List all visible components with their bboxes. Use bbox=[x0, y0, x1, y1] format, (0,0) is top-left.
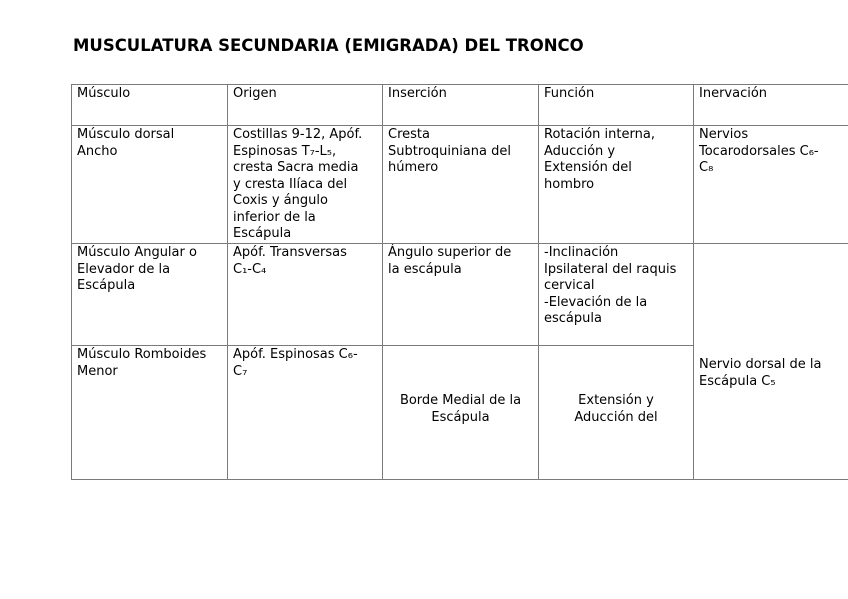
cell-text-line: Elevador de la bbox=[77, 261, 171, 277]
cell-text-line: cervical bbox=[544, 278, 595, 293]
cell-insercion bbox=[383, 346, 539, 480]
cell-text-line: Nervios bbox=[699, 127, 749, 142]
cell-text-line: C₈ bbox=[699, 160, 714, 175]
cell-text-line: Escápula C₅ bbox=[699, 373, 776, 389]
cell-text-line: Cresta bbox=[388, 127, 430, 142]
header-funcion: Función bbox=[539, 85, 694, 126]
cell-text-line: Ángulo superior de bbox=[388, 245, 512, 260]
cell-funcion bbox=[539, 346, 694, 480]
muscle-table bbox=[71, 84, 848, 480]
cell-text-line: escápula bbox=[544, 311, 602, 326]
cell-text-line: Ancho bbox=[77, 143, 118, 159]
cell-text-line: Músculo dorsal bbox=[77, 127, 175, 142]
table-header-row bbox=[72, 85, 848, 126]
cell-text-line: Espinosas T₇-L₅, bbox=[233, 143, 337, 159]
cell-text-line: Escápula bbox=[233, 226, 292, 241]
cell-origen bbox=[228, 244, 383, 346]
cell-origen bbox=[228, 346, 383, 480]
cell-musculo bbox=[72, 346, 228, 480]
header-musculo: Músculo bbox=[72, 85, 228, 126]
cell-text-line: Extensión del bbox=[544, 160, 632, 175]
cell-text-line: Nervio dorsal de la bbox=[699, 357, 822, 372]
cell-text-line: Menor bbox=[77, 363, 118, 379]
cell-text-line: C₇ bbox=[233, 363, 248, 379]
header-origen: Origen bbox=[228, 85, 383, 126]
cell-text-line: Aducción y bbox=[544, 143, 616, 159]
cell-inervacion bbox=[694, 126, 848, 244]
cell-origen bbox=[228, 126, 383, 244]
cell-text-line: Aducción del bbox=[574, 409, 658, 425]
cell-text-line: inferior de la bbox=[233, 209, 316, 225]
cell-text-line: Apóf. Transversas bbox=[233, 245, 347, 260]
cell-text-line: Rotación interna, bbox=[544, 127, 655, 142]
cell-musculo bbox=[72, 126, 228, 244]
table-row bbox=[72, 244, 848, 346]
cell-text-line: hombro bbox=[544, 176, 595, 192]
cell-text-line: Subtroquiniana del bbox=[388, 143, 511, 159]
cell-text-line: Extensión y bbox=[578, 393, 654, 408]
cell-inervacion-merged bbox=[694, 244, 848, 480]
cell-text-line: -Inclinación bbox=[544, 245, 619, 260]
cell-text-line: húmero bbox=[388, 160, 439, 175]
cell-text-line: Escápula bbox=[77, 278, 136, 293]
cell-text-line: la escápula bbox=[388, 261, 462, 277]
cell-insercion bbox=[383, 126, 539, 244]
header-insercion: Inserción bbox=[383, 85, 539, 126]
table-row bbox=[72, 126, 848, 244]
cell-text-line: Apóf. Espinosas C₆- bbox=[233, 347, 358, 362]
header-inervacion: Inervación bbox=[694, 85, 848, 126]
cell-text-line: Costillas 9-12, Apóf. bbox=[233, 127, 363, 142]
page-title: MUSCULATURA SECUNDARIA (EMIGRADA) DEL TRONCO bbox=[73, 36, 584, 55]
cell-text-line: Músculo Romboides bbox=[77, 347, 207, 362]
cell-text-line: Músculo Angular o bbox=[77, 245, 197, 260]
cell-text-line: Escápula bbox=[431, 409, 490, 425]
cell-insercion bbox=[383, 244, 539, 346]
cell-text-line: C₁-C₄ bbox=[233, 261, 267, 277]
cell-text-line: Coxis y ángulo bbox=[233, 193, 328, 208]
cell-text-line: Tocarodorsales C₆- bbox=[699, 143, 819, 159]
cell-text-line: Ipsilateral del raquis bbox=[544, 261, 677, 277]
cell-text-line: Borde Medial de la bbox=[399, 393, 522, 408]
cell-musculo bbox=[72, 244, 228, 346]
cell-funcion bbox=[539, 126, 694, 244]
cell-funcion bbox=[539, 244, 694, 346]
cell-text-line: y cresta Ilíaca del bbox=[233, 176, 348, 192]
cell-text-line: cresta Sacra media bbox=[233, 160, 359, 175]
cell-text-line: -Elevación de la bbox=[544, 294, 648, 310]
